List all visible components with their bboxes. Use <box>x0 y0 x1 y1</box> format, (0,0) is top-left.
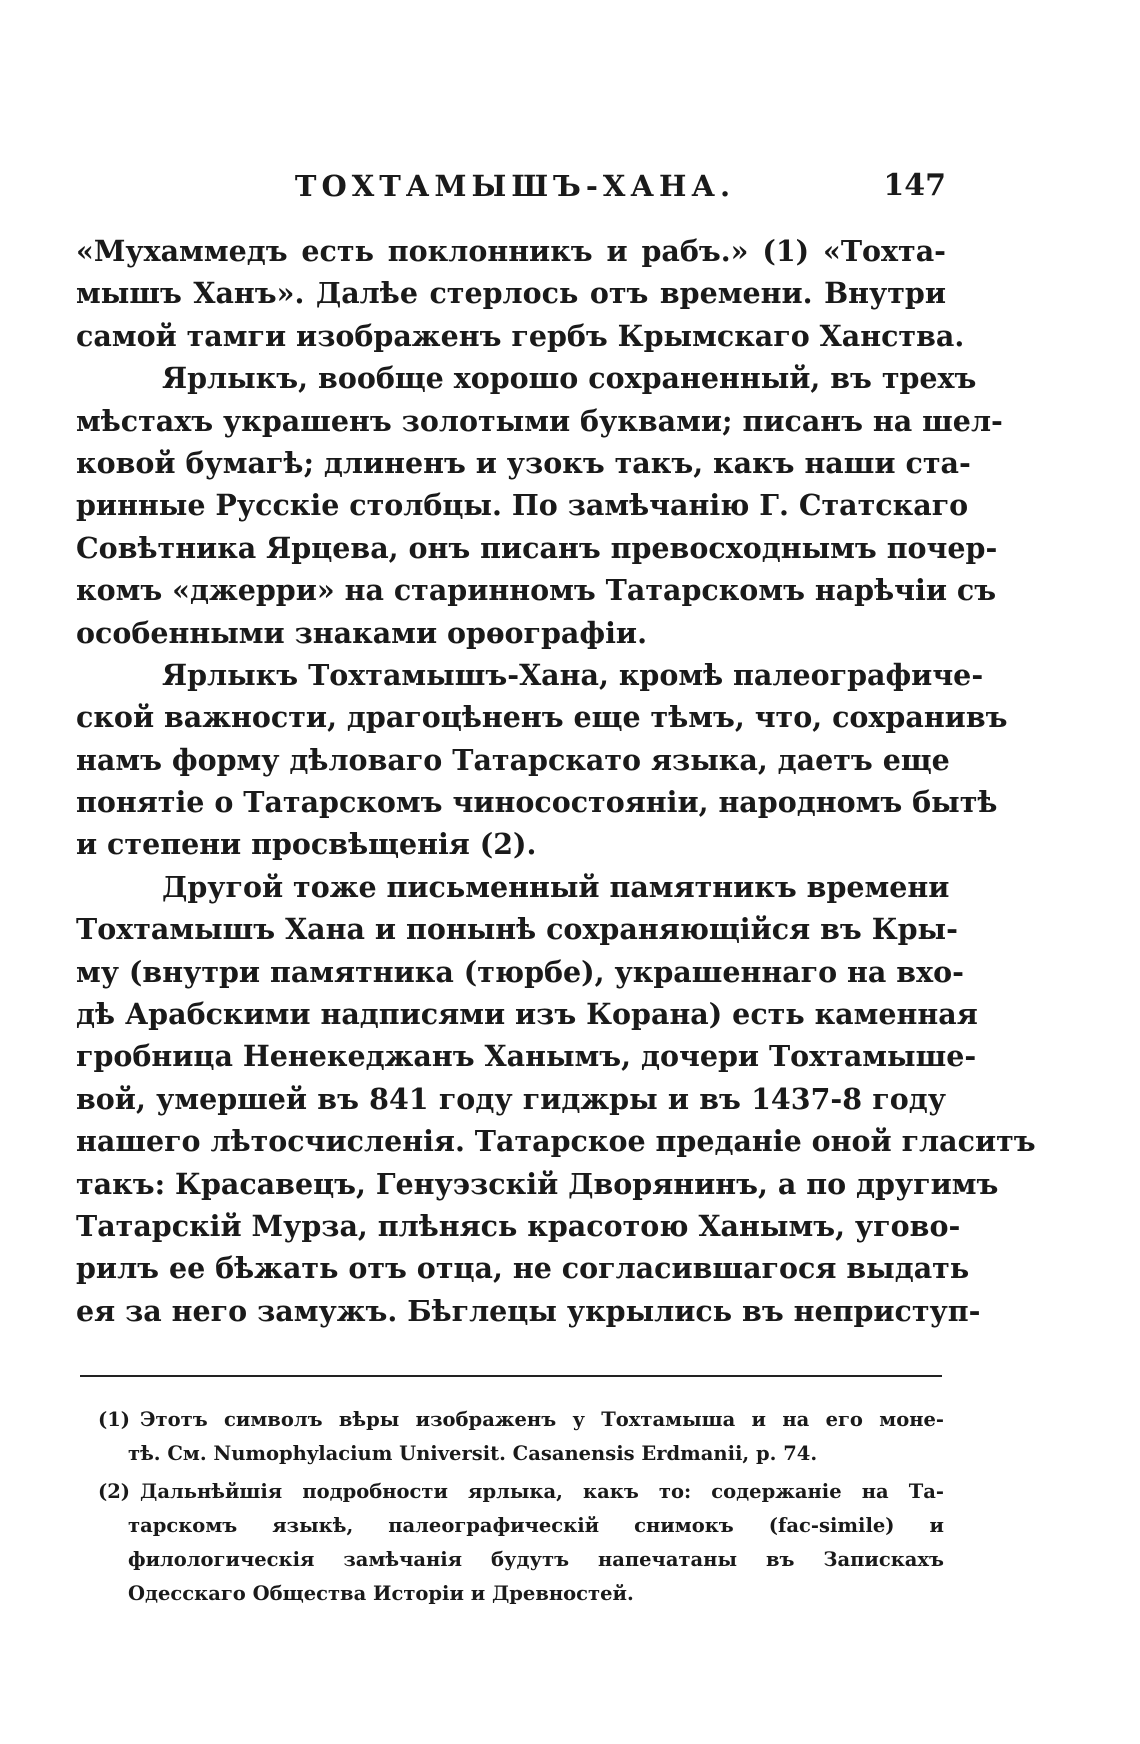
footnote-1 <box>98 1403 944 1471</box>
text-line: ковой бумагѣ; длиненъ и узокъ такъ, какъ наши ста- <box>76 445 971 480</box>
running-title: ТОХТАМЫШЪ-ХАНА. <box>294 169 736 203</box>
footnotes <box>98 1403 944 1615</box>
text-line: особенными знаками орѳографіи. <box>76 615 647 650</box>
footnote-text: Этотъ символъ вѣры изображенъ у Тохтамыша и на его моне- <box>140 1408 944 1431</box>
text-line: ской важности, драгоцѣненъ еще тѣмъ, что, сохранивъ <box>76 700 1008 735</box>
footnote-divider <box>80 1375 942 1377</box>
text-line: мышъ Ханъ». Далѣе стерлось отъ времени. Внутри <box>76 276 946 311</box>
text-line: рилъ ее бѣжать отъ отца, не согласившагося выдать <box>76 1251 970 1286</box>
footnote-line: филологическія замѣчанія будутъ напечатаны въ Запискахъ <box>128 1548 944 1571</box>
text-line: вой, умершей въ 841 году гиджры и въ 1437-8 году <box>76 1081 946 1116</box>
text-line: Ярлыкъ, вообще хорошо сохраненный, въ трехъ <box>162 361 977 396</box>
text-line: ринные Русскіе столбцы. По замѣчанію Г. Статскаго <box>76 488 969 523</box>
text-line: намъ форму дѣловаго Татарскато языка, даетъ еще <box>76 742 950 777</box>
text-line: и степени просвѣщенія (2). <box>76 827 537 862</box>
text-line: такъ: Красавецъ, Генуэзскій Дворянинъ, а по другимъ <box>76 1166 999 1201</box>
text-line: нашего лѣтосчисленія. Татарское преданіе оной гласитъ <box>76 1124 1036 1159</box>
text-line: комъ «джерри» на старинномъ Татарскомъ нарѣчіи съ <box>76 573 997 608</box>
text-line: дѣ Арабскими надписями изъ Корана) есть каменная <box>76 997 978 1032</box>
text-line: Татарскій Мурза, плѣнясь красотою Ханымъ, угово- <box>76 1208 961 1243</box>
text-line: Другой тоже письменный памятникъ времени <box>162 869 950 904</box>
footnote-text: Дальнѣйшія подробности ярлыка, какъ то: содержаніе на Та- <box>140 1480 944 1503</box>
main-text <box>76 230 1036 1332</box>
footnote-line <box>98 1403 944 1437</box>
page-number: 147 <box>883 168 946 203</box>
text-line: Тохтамышъ Хана и понынѣ сохраняющійся въ Кры- <box>76 912 958 947</box>
text-line: мѣстахъ украшенъ золотыми буквами; писанъ на шел- <box>76 403 1003 438</box>
footnote-line: тѣ. См. Numophylacium Universit. Casanensis Erdmanii, p. 74. <box>128 1442 818 1465</box>
page-header <box>84 166 946 206</box>
text-line: «Мухаммедъ есть поклонникъ и рабъ.» (1) «Тохта- <box>76 234 946 268</box>
footnote-2 <box>98 1475 944 1611</box>
text-line: ея за него замужъ. Бѣглецы укрылись въ неприступ- <box>76 1293 981 1328</box>
text-line: гробница Ненекеджанъ Ханымъ, дочери Тохтамыше- <box>76 1039 977 1074</box>
footnote-line <box>98 1475 944 1509</box>
footnote-line: Одесскаго Общества Исторіи и Древностей. <box>128 1582 634 1605</box>
footnote-marker: (1) <box>98 1408 131 1431</box>
text-line: Ярлыкъ Тохтамышъ-Хана, кромѣ палеографиче- <box>162 657 984 692</box>
text-line: Совѣтника Ярцева, онъ писанъ превосходнымъ почер- <box>76 530 998 565</box>
text-line: му (внутри памятника (тюрбе), украшеннаго на вхо- <box>76 954 964 989</box>
text-line: самой тамги изображенъ гербъ Крымскаго Ханства. <box>76 318 965 353</box>
text-line: понятіе о Татарскомъ чиносостояніи, народномъ бытѣ <box>76 785 998 820</box>
footnote-marker: (2) <box>98 1480 131 1503</box>
footnote-line: тарскомъ языкѣ, палеографическій снимокъ (fac-simile) и <box>128 1514 944 1537</box>
